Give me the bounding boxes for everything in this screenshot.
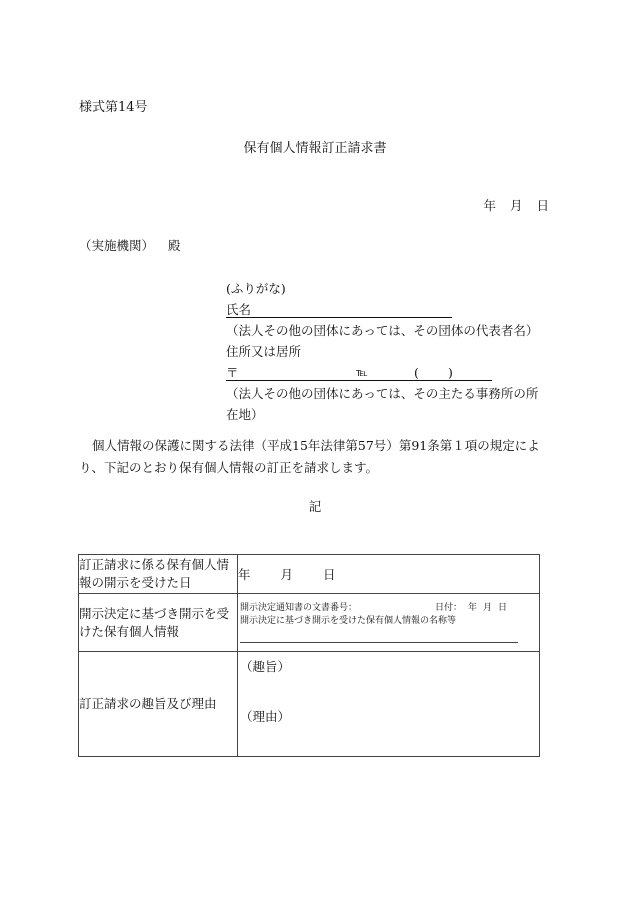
gist-reason-label: 訂正請求の趣旨及び理由 <box>79 652 238 757</box>
disclosed-info-underline <box>240 642 518 643</box>
name-row <box>226 299 538 320</box>
tel-paren-open: ( <box>414 365 419 380</box>
disclosure-day: 日 <box>323 567 336 582</box>
address-note-1: （法人その他の団体にあっては、その主たる事務所の所 <box>226 386 539 401</box>
name-note-row <box>226 320 538 341</box>
furigana-label: (ふりがな) <box>226 281 286 296</box>
furigana-row <box>226 278 538 299</box>
reason-label: （理由） <box>240 709 291 724</box>
address-label-row <box>226 341 538 362</box>
tel-paren-close: ) <box>448 365 453 380</box>
notice-date <box>429 600 507 613</box>
postal-mark: 〒 <box>226 365 239 380</box>
date-month: 月 <box>509 198 523 213</box>
ki-heading: 記 <box>308 499 322 514</box>
disclosure-date-label: 訂正請求に係る保有個人情報の開示を受けた日 <box>79 555 238 594</box>
gist-label: （趣旨） <box>240 659 291 674</box>
addressee <box>79 236 181 254</box>
addressee-suffix: 殿 <box>168 238 181 253</box>
address-underline <box>226 380 492 381</box>
date-year: 年 <box>483 198 496 213</box>
address-note-2: 在地） <box>226 407 264 422</box>
disclosed-info-field[interactable] <box>238 594 540 652</box>
disclosure-year: 年 <box>238 567 251 582</box>
table-row <box>79 652 540 757</box>
name-note: （法人その他の団体にあっては、その団体の代表者名） <box>226 323 539 338</box>
document-title: 保有個人情報訂正請求書 <box>243 141 387 156</box>
addressee-organ: （実施機関） <box>79 238 155 253</box>
address-row <box>226 362 538 383</box>
notice-year: 年 <box>468 603 478 613</box>
address-note-row-1 <box>226 383 538 404</box>
notice-doc-number: 開示決定通知書の文書番号： <box>240 603 358 613</box>
requester-block <box>226 278 538 425</box>
name-underline <box>226 317 452 318</box>
request-statement: 個人情報の保護に関する法律（平成15年法律第57号）第91条第１項の規定により、下記のとおり保有個人情報の訂正を請求します。 <box>79 438 540 475</box>
tel-label: ℡ <box>356 366 368 379</box>
disclosed-info-label: 開示決定に基づき開示を受けた保有個人情報 <box>79 594 238 652</box>
name-label: 氏名 <box>226 302 252 317</box>
form-number: 様式第14号 <box>79 100 148 115</box>
notice-date-label: 日付： <box>435 603 463 613</box>
disclosed-info-name: 開示決定に基づき開示を受けた保有個人情報の名称等 <box>240 616 457 626</box>
notice-day: 日 <box>498 603 508 613</box>
date-line <box>469 196 549 214</box>
notice-month: 月 <box>483 603 493 613</box>
gist-reason-field[interactable] <box>238 652 540 757</box>
table-row <box>79 555 540 594</box>
address-label: 住所又は居所 <box>226 344 302 359</box>
request-table <box>78 554 540 757</box>
address-note-row-2 <box>226 404 538 425</box>
date-day: 日 <box>536 198 549 213</box>
table-row <box>79 594 540 652</box>
disclosure-date-field[interactable] <box>238 555 540 594</box>
disclosure-month: 月 <box>280 567 294 582</box>
